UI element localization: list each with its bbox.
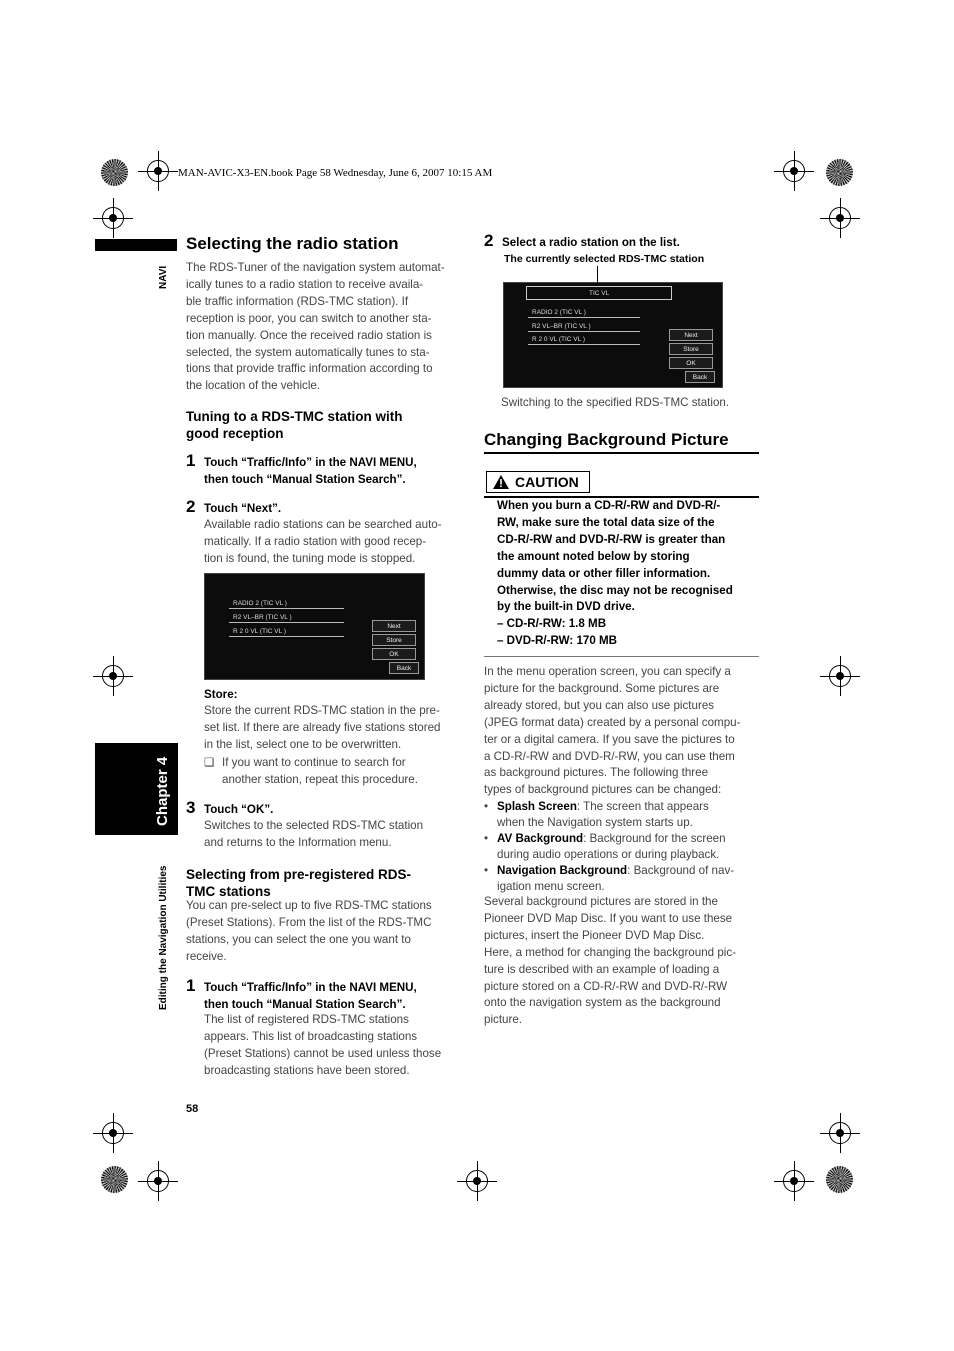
section-title-radio: Selecting the radio station xyxy=(186,234,399,253)
station-row: RADIO 2 (TIC VL ) xyxy=(528,307,640,318)
store-heading: Store: xyxy=(204,688,238,701)
screenshot-note: Switching to the specified RDS-TMC station. xyxy=(501,396,730,409)
back-button[interactable]: Back xyxy=(389,662,419,674)
next-button[interactable]: Next xyxy=(372,620,416,632)
color-target-icon xyxy=(826,159,853,186)
navi-side-label: NAVI xyxy=(158,265,169,289)
note-marker: ❑ xyxy=(204,756,215,769)
registration-mark-icon xyxy=(783,1170,805,1192)
registration-mark-icon xyxy=(147,1170,169,1192)
station-row: R2 VL–BR (TIC VL ) xyxy=(528,321,640,332)
file-header: MAN-AVIC-X3-EN.book Page 58 Wednesday, June 6, 2007 10:15 AM xyxy=(178,167,493,179)
store-note: If you want to continue to search for another station, repeat this procedure. xyxy=(222,756,418,786)
step-number: 1 xyxy=(186,976,196,995)
step-number: 3 xyxy=(186,798,196,817)
registration-mark-icon xyxy=(829,1122,851,1144)
intro-paragraph: The RDS-Tuner of the navigation system automat- ically tunes to a radio station to receive availa- ble traffic information (RDS-TMC station). If reception is poor, you can switch to another sta- tion manually. Once the received radio station is selected, the system automatically tunes to sta- tions that provide traffic information according to the location of the vehicle. xyxy=(186,261,445,393)
station-row: R 2 0 VL (TIC VL ) xyxy=(528,334,640,345)
ok-button[interactable]: OK xyxy=(669,357,713,369)
step-instruction: Touch “Traffic/Info” in the NAVI MENU, then touch “Manual Station Search”. xyxy=(204,981,417,1011)
caution-label: CAUTION xyxy=(515,474,579,490)
registration-mark-icon xyxy=(102,665,124,687)
step-description: The list of registered RDS-TMC stations appears. This list of broadcasting stations (Preset Stations) cannot be used unless those broadcasting stations have been stored. xyxy=(204,1013,442,1077)
navi-tab-bar xyxy=(95,239,177,251)
step-description: Available radio stations can be searched auto- matically. If a radio station with good recep- tion is found, the tuning mode is stopped. xyxy=(204,518,442,565)
section-title-background: Changing Background Picture xyxy=(484,430,729,449)
next-button[interactable]: Next xyxy=(669,329,713,341)
section-side-label: Editing the Navigation Utilities xyxy=(158,865,169,1010)
step-instruction: Touch “Traffic/Info” in the NAVI MENU, then touch “Manual Station Search”. xyxy=(204,456,417,486)
caution-text: When you burn a CD-R/-RW and DVD-R/- RW, make sure the total data size of the CD-R/-RW and DVD-R/-RW is greater than the amount noted below by storing dummy data or other filler information. Otherwise, the disc may not be recognised by the built-in DVD drive. – CD-R/-RW: 1.8 MB – DVD-R/-RW: 170 MB xyxy=(497,499,733,648)
subheading-preset: Selecting from pre-registered RDS- TMC stations xyxy=(186,867,412,899)
caution-bottom-rule xyxy=(484,656,759,657)
station-select-screenshot xyxy=(503,282,723,388)
chapter-label: Chapter 4 xyxy=(154,756,171,826)
registration-mark-icon xyxy=(783,160,805,182)
registration-mark-icon xyxy=(829,207,851,229)
station-row: RADIO 2 (TIC VL ) xyxy=(229,598,344,609)
store-button[interactable]: Store xyxy=(372,634,416,646)
registration-mark-icon xyxy=(147,160,169,182)
step-instruction: Select a radio station on the list. xyxy=(502,236,680,249)
title-rule xyxy=(484,452,759,454)
registration-mark-icon xyxy=(829,665,851,687)
background-instructions: Several background pictures are stored in the Pioneer DVD Map Disc. If you want to use these pictures, insert the Pioneer DVD Map Disc. Here, a method for changing the background pic- ture is described with an example of loading a picture stored on a CD-R/-RW and DVD-R/-RW onto the navigation system as the background picture. xyxy=(484,895,736,1027)
warning-triangle-icon xyxy=(493,475,509,489)
step-number: 2 xyxy=(484,231,494,250)
station-row: R 2 0 VL (TIC VL ) xyxy=(229,626,344,637)
step-number: 1 xyxy=(186,451,196,470)
station-list-screenshot xyxy=(204,573,425,680)
page-number: 58 xyxy=(186,1103,199,1115)
registration-mark-icon xyxy=(102,207,124,229)
color-target-icon xyxy=(826,1166,853,1193)
step-instruction: Touch “Next”. xyxy=(204,502,282,515)
ok-button[interactable]: OK xyxy=(372,648,416,660)
store-button[interactable]: Store xyxy=(669,343,713,355)
registration-mark-icon xyxy=(466,1170,488,1192)
selected-station-field: TIC VL xyxy=(526,286,672,300)
back-button[interactable]: Back xyxy=(685,371,715,383)
step-description: Switches to the selected RDS-TMC station and returns to the Information menu. xyxy=(204,819,424,849)
step-instruction: Touch “OK”. xyxy=(204,803,274,816)
store-description: Store the current RDS-TMC station in the pre- set list. If there are already five stations stored in the list, select one to be overwritten. xyxy=(204,704,441,751)
background-intro: In the menu operation screen, you can specify a picture for the background. Some pictures are already stored, but you can also use pictures (JPEG format data) created by a personal compu- ter or a digital camera. If you save the pictures to a CD-R/-RW and DVD-R/-RW, you can use them as background pictures. The following three types of background pictures can be changed: xyxy=(484,665,741,797)
color-target-icon xyxy=(101,159,128,186)
subheading-tuning: Tuning to a RDS-TMC station with good reception xyxy=(186,409,403,441)
station-row: R2 VL–BR (TIC VL ) xyxy=(229,612,344,623)
screenshot-caption: The currently selected RDS-TMC station xyxy=(504,253,705,265)
color-target-icon xyxy=(101,1166,128,1193)
preset-paragraph: You can pre-select up to five RDS-TMC stations (Preset Stations). From the list of the RDS-TMC stations, you can select the one you want to receive. xyxy=(186,899,432,963)
registration-mark-icon xyxy=(102,1122,124,1144)
caution-label-box xyxy=(486,471,590,493)
step-number: 2 xyxy=(186,497,196,516)
callout-line xyxy=(597,266,598,284)
